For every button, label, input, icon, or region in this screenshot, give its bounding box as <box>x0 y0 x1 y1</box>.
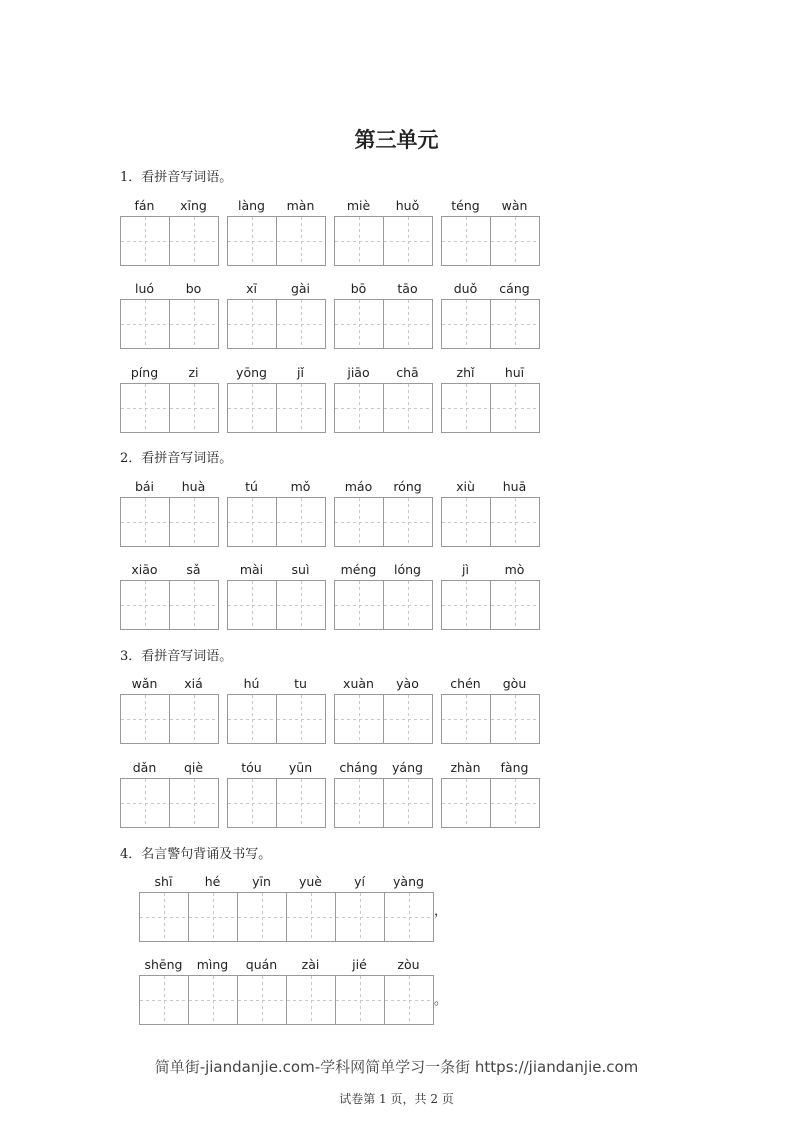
writing-cell[interactable] <box>441 580 490 630</box>
grid-cell-group <box>237 957 286 1025</box>
grid-cell-group <box>441 676 490 744</box>
grid-cell-group <box>120 676 169 744</box>
writing-cell[interactable] <box>227 299 276 349</box>
pinyin-label: tāo <box>397 281 418 296</box>
writing-cell[interactable] <box>334 778 383 828</box>
pinyin-label: mò <box>504 562 525 577</box>
grid-cell-group <box>490 676 539 744</box>
grid-cell-group <box>334 562 383 630</box>
pinyin-label: sǎ <box>186 562 201 577</box>
grid-cell-group <box>335 957 384 1025</box>
grid-cell-group <box>286 957 335 1025</box>
writing-cell[interactable] <box>169 778 219 828</box>
pinyin-label: tóu <box>241 760 262 775</box>
grid-cell-group <box>490 479 539 547</box>
grid-cell-group <box>490 365 539 433</box>
pinyin-label: shī <box>154 874 173 889</box>
writing-grid <box>334 562 432 630</box>
pinyin-label: yūn <box>288 760 313 775</box>
pinyin-label: làng <box>238 198 265 213</box>
writing-cell[interactable] <box>490 299 540 349</box>
grid-cell-group <box>169 479 218 547</box>
pinyin-label: qiè <box>183 760 204 775</box>
pinyin-label: luó <box>134 281 155 296</box>
pinyin-label: xiá <box>184 676 203 691</box>
pinyin-label: shēng <box>144 957 183 972</box>
grid-cell-group <box>276 281 325 349</box>
pinyin-label: gòu <box>502 676 527 691</box>
pinyin-label: mǒ <box>290 479 311 494</box>
question-label: 2．看拼音写词语。 <box>120 451 233 466</box>
grid-cell-group <box>441 281 490 349</box>
writing-grid <box>120 479 218 547</box>
grid-cell-group <box>227 281 276 349</box>
pinyin-label: xī <box>246 281 257 296</box>
punctuation-mark: 。 <box>434 993 448 1008</box>
pinyin-label: zi <box>188 365 199 380</box>
writing-cell[interactable] <box>169 299 219 349</box>
pinyin-label: fán <box>134 198 155 213</box>
writing-cell[interactable] <box>490 694 540 744</box>
pinyin-label: huā <box>502 479 527 494</box>
pinyin-label: cáng <box>499 281 530 296</box>
pinyin-label: yáng <box>392 760 423 775</box>
writing-cell[interactable] <box>227 216 276 266</box>
grid-cell-group <box>139 874 188 942</box>
pinyin-label: chā <box>396 365 419 380</box>
question-label: 3．看拼音写词语。 <box>120 649 233 664</box>
writing-cell[interactable] <box>237 892 286 942</box>
grid-cell-group <box>139 957 188 1025</box>
pinyin-label: duǒ <box>453 281 478 296</box>
pinyin-label: yīn <box>252 874 271 889</box>
pinyin-label: hé <box>204 874 221 889</box>
writing-grid <box>441 760 539 828</box>
writing-cell[interactable] <box>286 975 335 1025</box>
writing-grid <box>441 479 539 547</box>
writing-grid <box>334 479 432 547</box>
writing-cell[interactable] <box>490 497 540 547</box>
question-label: 4．名言警句背诵及书写。 <box>120 847 272 862</box>
pinyin-label: huà <box>181 479 206 494</box>
grid-cell-group <box>334 676 383 744</box>
grid-cell-group <box>334 365 383 433</box>
pinyin-label: huī <box>504 365 525 380</box>
writing-cell[interactable] <box>227 580 276 630</box>
writing-cell[interactable] <box>384 975 434 1025</box>
pinyin-label: zòu <box>397 957 420 972</box>
writing-grid <box>334 760 432 828</box>
pinyin-label: dǎn <box>132 760 157 775</box>
grid-cell-group <box>334 281 383 349</box>
grid-cell-group <box>441 365 490 433</box>
writing-cell[interactable] <box>383 497 433 547</box>
writing-grid <box>120 281 218 349</box>
grid-cell-group <box>490 760 539 828</box>
pinyin-label: zhǐ <box>456 365 475 380</box>
pinyin-label: jiāo <box>347 365 370 380</box>
writing-grid <box>227 760 325 828</box>
grid-cell-group <box>227 365 276 433</box>
writing-cell[interactable] <box>169 216 219 266</box>
grid-cell-group <box>276 365 325 433</box>
grid-cell-group <box>120 365 169 433</box>
pinyin-label: zhàn <box>450 760 481 775</box>
writing-cell[interactable] <box>120 216 169 266</box>
pinyin-label: mìng <box>196 957 229 972</box>
pinyin-label: jì <box>462 562 469 577</box>
writing-cell[interactable] <box>334 497 383 547</box>
pinyin-label: mài <box>239 562 264 577</box>
pinyin-label: tu <box>294 676 307 691</box>
writing-cell[interactable] <box>188 975 237 1025</box>
grid-cell-group <box>490 562 539 630</box>
writing-grid <box>334 198 432 266</box>
writing-cell[interactable] <box>276 383 326 433</box>
page-number: 试卷第 1 页，共 2 页 <box>339 1092 454 1106</box>
grid-cell-group <box>276 676 325 744</box>
grid-cell-group <box>169 676 218 744</box>
writing-cell[interactable] <box>334 580 383 630</box>
writing-grid <box>441 562 539 630</box>
pinyin-label: yuè <box>298 874 322 889</box>
writing-cell[interactable] <box>334 383 383 433</box>
grid-cell-group <box>490 281 539 349</box>
grid-cell-group <box>227 479 276 547</box>
grid-cell-group <box>383 281 432 349</box>
writing-grid <box>441 365 539 433</box>
writing-cell[interactable] <box>383 778 433 828</box>
pinyin-label: bō <box>350 281 367 296</box>
grid-cell-group <box>120 562 169 630</box>
pinyin-label: wàn <box>501 198 528 213</box>
writing-cell[interactable] <box>383 383 433 433</box>
grid-cell-group <box>169 365 218 433</box>
writing-cell[interactable] <box>276 216 326 266</box>
pinyin-label: téng <box>451 198 480 213</box>
writing-cell[interactable] <box>227 694 276 744</box>
writing-cell[interactable] <box>169 580 219 630</box>
writing-cell[interactable] <box>120 694 169 744</box>
footer-watermark: 简单街-jiandanjie.com-学科网简单学习一条街 https://jiandanjie.com <box>154 1058 639 1076</box>
pinyin-label: yàng <box>393 874 424 889</box>
pinyin-label: bo <box>185 281 202 296</box>
pinyin-label: xiāo <box>131 562 158 577</box>
grid-cell-group <box>276 198 325 266</box>
grid-cell-group <box>383 365 432 433</box>
grid-cell-group <box>384 874 433 942</box>
pinyin-label: lóng <box>394 562 421 577</box>
writing-cell[interactable] <box>120 383 169 433</box>
grid-cell-group <box>169 281 218 349</box>
writing-grid <box>139 874 433 942</box>
writing-grid <box>139 957 433 1025</box>
writing-cell[interactable] <box>227 497 276 547</box>
pinyin-label: miè <box>346 198 371 213</box>
writing-grid <box>334 365 432 433</box>
writing-grid <box>120 365 218 433</box>
pinyin-label: xīng <box>180 198 207 213</box>
writing-cell[interactable] <box>276 778 326 828</box>
writing-grid <box>334 676 432 744</box>
page-title: 第三单元 <box>354 127 439 152</box>
grid-cell-group <box>441 198 490 266</box>
writing-cell[interactable] <box>334 299 383 349</box>
writing-cell[interactable] <box>276 299 326 349</box>
grid-cell-group <box>188 874 237 942</box>
writing-cell[interactable] <box>441 299 490 349</box>
writing-cell[interactable] <box>120 497 169 547</box>
writing-cell[interactable] <box>188 892 237 942</box>
grid-cell-group <box>334 760 383 828</box>
writing-cell[interactable] <box>334 216 383 266</box>
grid-cell-group <box>169 562 218 630</box>
writing-cell[interactable] <box>441 497 490 547</box>
writing-grid <box>120 760 218 828</box>
pinyin-label: píng <box>130 365 159 380</box>
writing-cell[interactable] <box>120 778 169 828</box>
grid-cell-group <box>383 676 432 744</box>
grid-cell-group <box>120 198 169 266</box>
writing-cell[interactable] <box>227 383 276 433</box>
grid-cell-group <box>490 198 539 266</box>
grid-cell-group <box>383 760 432 828</box>
writing-cell[interactable] <box>139 892 188 942</box>
writing-cell[interactable] <box>383 299 433 349</box>
pinyin-label: yào <box>396 676 419 691</box>
writing-cell[interactable] <box>276 694 326 744</box>
grid-cell-group <box>383 562 432 630</box>
grid-cell-group <box>276 479 325 547</box>
grid-cell-group <box>335 874 384 942</box>
writing-grid <box>227 562 325 630</box>
writing-cell[interactable] <box>383 580 433 630</box>
writing-cell[interactable] <box>335 975 384 1025</box>
writing-grid <box>441 198 539 266</box>
writing-cell[interactable] <box>384 892 434 942</box>
writing-cell[interactable] <box>227 778 276 828</box>
grid-cell-group <box>441 562 490 630</box>
pinyin-label: cháng <box>339 760 378 775</box>
grid-cell-group <box>276 562 325 630</box>
writing-grid <box>227 479 325 547</box>
pinyin-label: quán <box>245 957 278 972</box>
pinyin-label: gài <box>290 281 311 296</box>
writing-grid <box>227 676 325 744</box>
writing-cell[interactable] <box>335 892 384 942</box>
pinyin-label: máo <box>344 479 373 494</box>
grid-cell-group <box>441 760 490 828</box>
grid-cell-group <box>334 479 383 547</box>
grid-cell-group <box>286 874 335 942</box>
writing-cell[interactable] <box>237 975 286 1025</box>
pinyin-label: suì <box>291 562 310 577</box>
writing-cell[interactable] <box>334 694 383 744</box>
grid-cell-group <box>383 479 432 547</box>
pinyin-label: méng <box>340 562 377 577</box>
grid-cell-group <box>227 562 276 630</box>
writing-grid <box>227 198 325 266</box>
grid-cell-group <box>383 198 432 266</box>
writing-cell[interactable] <box>169 497 219 547</box>
grid-cell-group <box>276 760 325 828</box>
writing-grid <box>441 281 539 349</box>
grid-cell-group <box>120 281 169 349</box>
writing-cell[interactable] <box>169 694 219 744</box>
pinyin-label: yí <box>354 874 365 889</box>
writing-cell[interactable] <box>286 892 335 942</box>
grid-cell-group <box>188 957 237 1025</box>
pinyin-label: zài <box>301 957 320 972</box>
pinyin-label: róng <box>393 479 422 494</box>
grid-cell-group <box>334 198 383 266</box>
writing-grid <box>120 676 218 744</box>
pinyin-label: fàng <box>500 760 529 775</box>
grid-cell-group <box>120 479 169 547</box>
writing-cell[interactable] <box>383 694 433 744</box>
pinyin-label: yōng <box>236 365 267 380</box>
grid-cell-group <box>120 760 169 828</box>
grid-cell-group <box>169 760 218 828</box>
writing-grid <box>441 676 539 744</box>
writing-cell[interactable] <box>383 216 433 266</box>
writing-cell[interactable] <box>139 975 188 1025</box>
writing-cell[interactable] <box>490 778 540 828</box>
pinyin-label: hú <box>243 676 260 691</box>
writing-grid <box>227 281 325 349</box>
pinyin-label: tú <box>245 479 258 494</box>
grid-cell-group <box>441 479 490 547</box>
writing-cell[interactable] <box>490 580 540 630</box>
writing-grid <box>227 365 325 433</box>
punctuation-mark: ， <box>434 904 448 919</box>
writing-grid <box>120 198 218 266</box>
question-label: 1．看拼音写词语。 <box>120 170 233 185</box>
writing-cell[interactable] <box>441 216 490 266</box>
writing-cell[interactable] <box>441 383 490 433</box>
pinyin-label: xiù <box>456 479 475 494</box>
writing-cell[interactable] <box>490 383 540 433</box>
pinyin-label: chén <box>450 676 481 691</box>
writing-cell[interactable] <box>276 580 326 630</box>
writing-cell[interactable] <box>169 383 219 433</box>
grid-cell-group <box>169 198 218 266</box>
grid-cell-group <box>237 874 286 942</box>
grid-cell-group <box>227 198 276 266</box>
pinyin-label: màn <box>286 198 315 213</box>
writing-grid <box>120 562 218 630</box>
pinyin-label: xuàn <box>343 676 374 691</box>
grid-cell-group <box>227 676 276 744</box>
writing-cell[interactable] <box>120 299 169 349</box>
grid-cell-group <box>384 957 433 1025</box>
pinyin-label: jié <box>352 957 367 972</box>
pinyin-label: bái <box>134 479 155 494</box>
writing-cell[interactable] <box>441 778 490 828</box>
pinyin-label: wǎn <box>131 676 158 691</box>
pinyin-label: huǒ <box>395 198 420 213</box>
writing-cell[interactable] <box>120 580 169 630</box>
writing-grid <box>334 281 432 349</box>
pinyin-label: jǐ <box>297 365 304 380</box>
writing-cell[interactable] <box>490 216 540 266</box>
writing-cell[interactable] <box>276 497 326 547</box>
writing-cell[interactable] <box>441 694 490 744</box>
grid-cell-group <box>227 760 276 828</box>
